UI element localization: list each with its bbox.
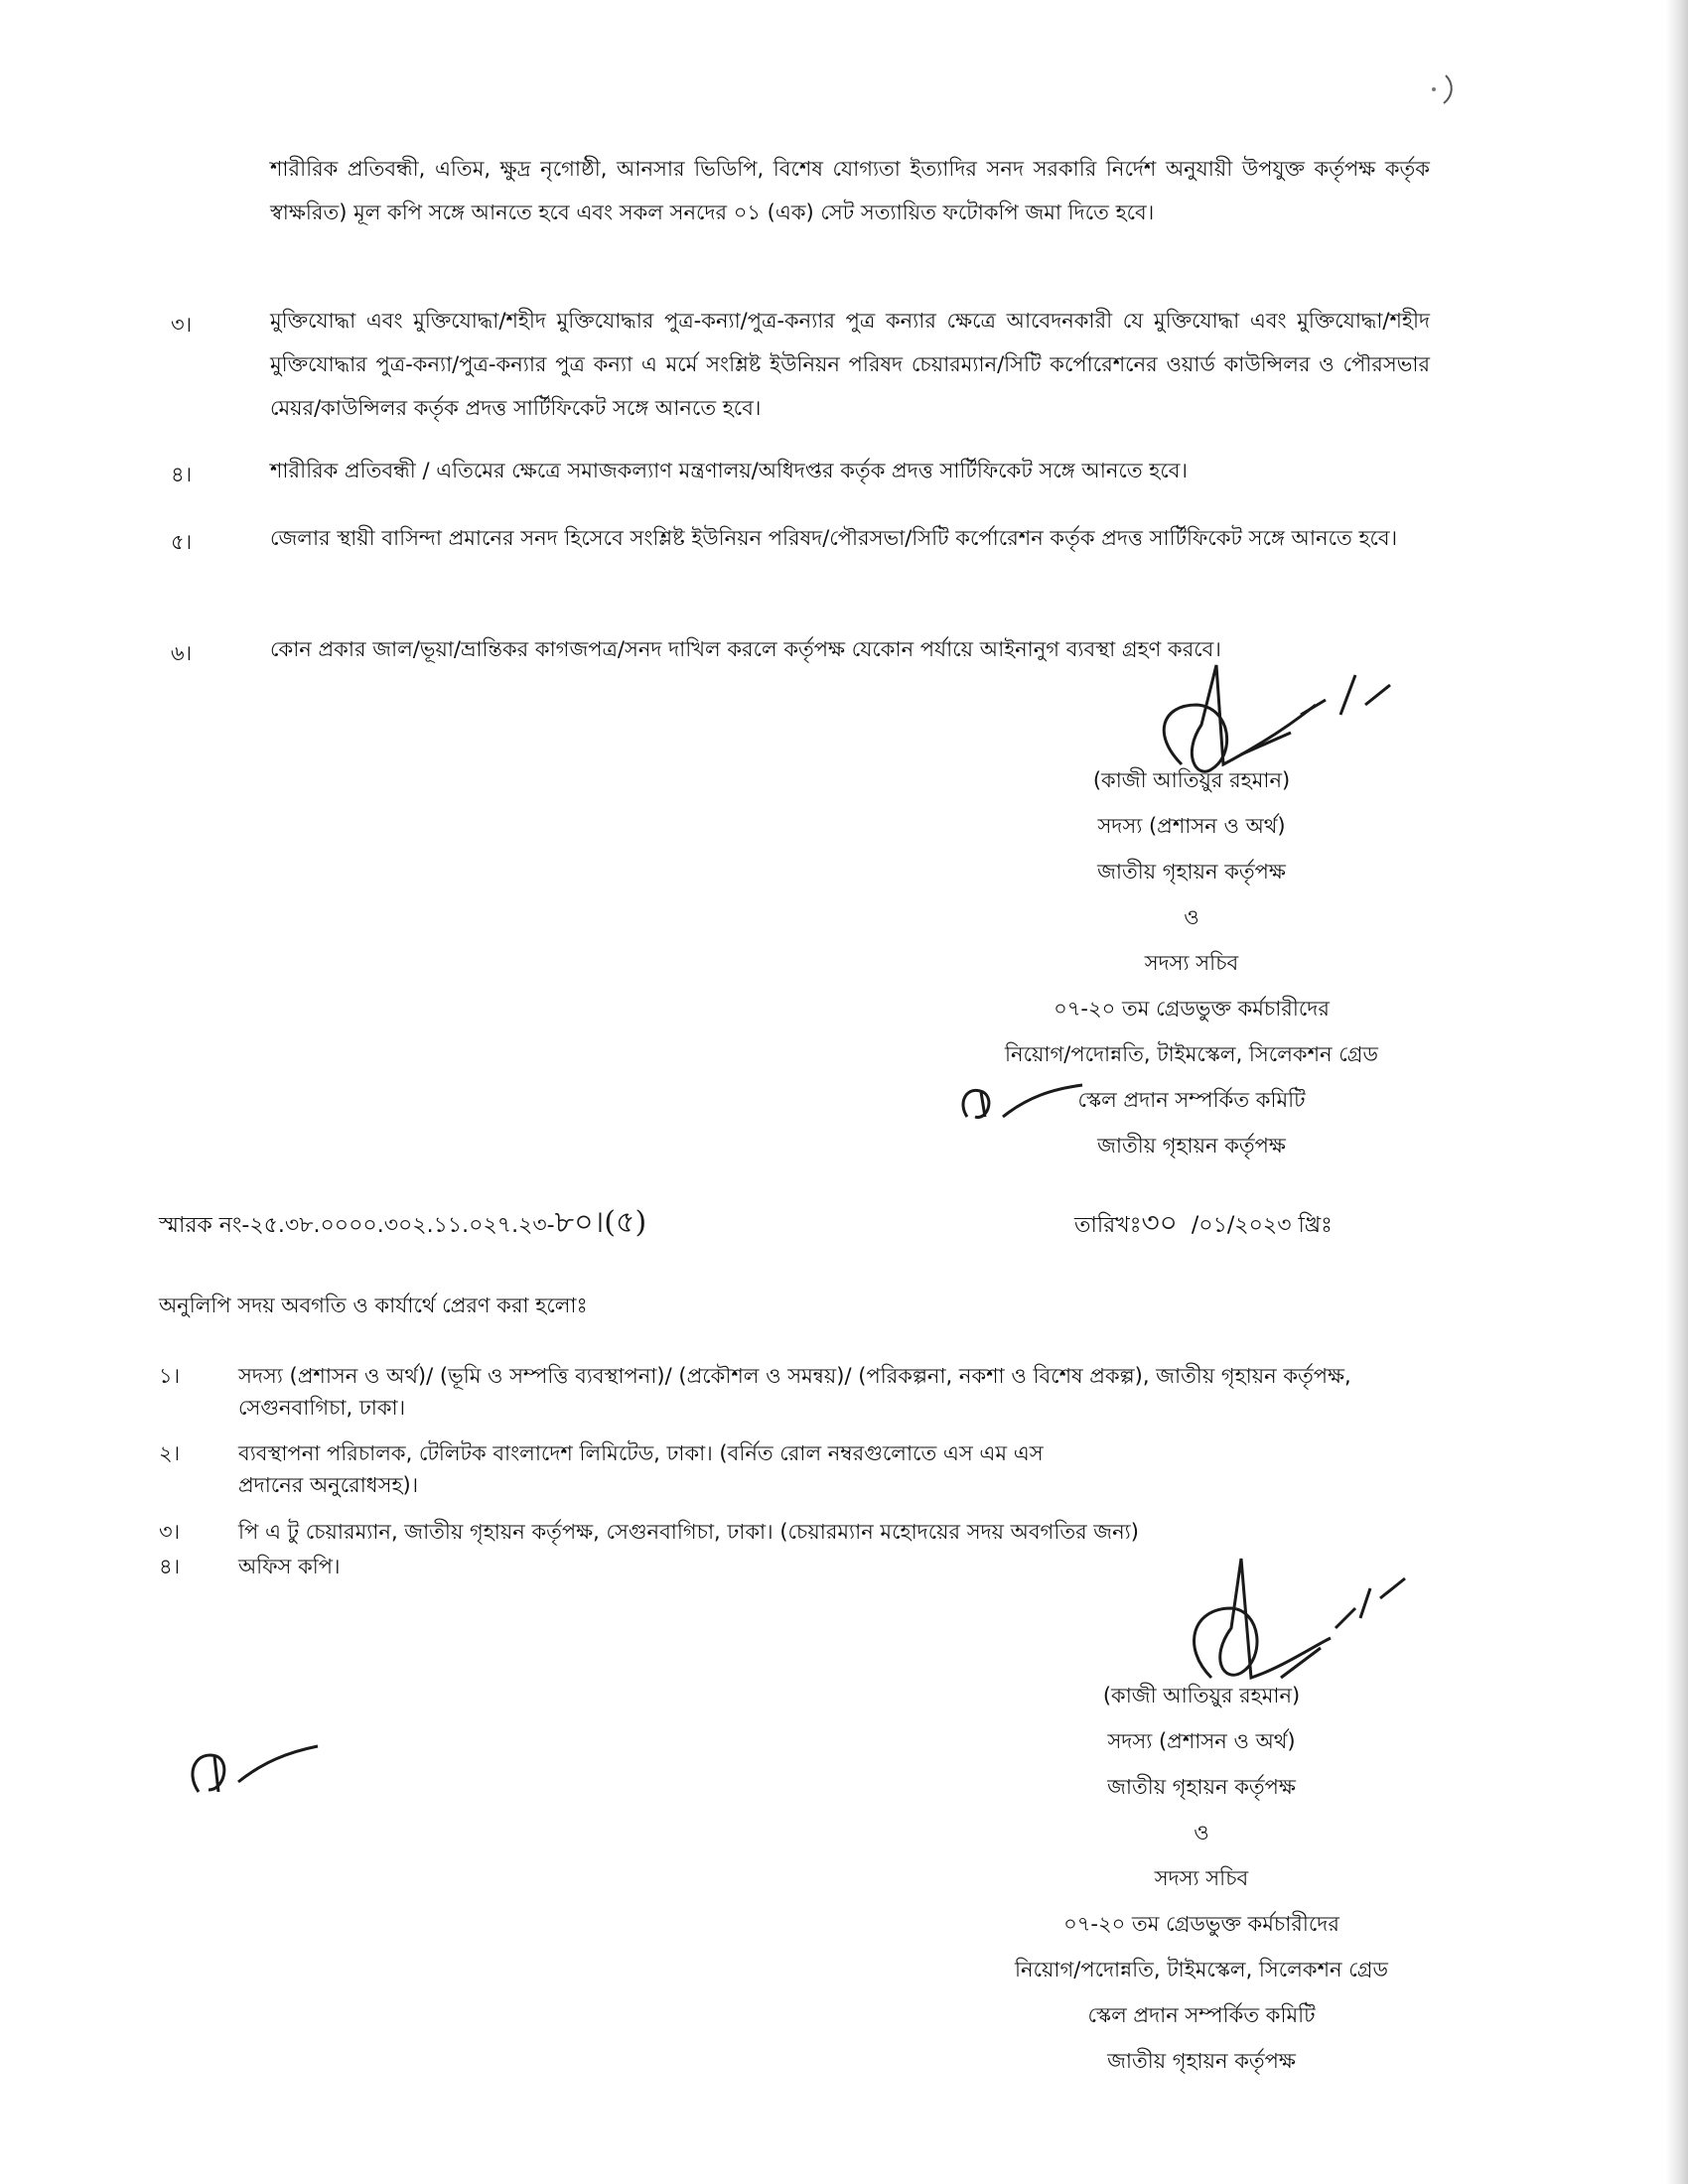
copy-item: অফিস কপি। [238,1555,341,1578]
initial-mark [953,1077,1092,1137]
signatory-role: সদস্য সচিব [1144,951,1239,975]
signatory-role: সদস্য সচিব [1154,1866,1249,1890]
item-number: ৩। [171,313,193,337]
signatory-name: (কাজী আতিয়ুর রহমান) [1102,1684,1301,1707]
signature-block [923,1673,1479,2084]
committee-line: স্কেল প্রদান সম্পর্কিত কমিটি [1087,2003,1316,2027]
copy-number: ২। [159,1441,181,1465]
signatory-organization: জাতীয় গৃহায়ন কর্তৃপক্ষ [1097,860,1286,884]
copy-number: ৪। [159,1555,181,1578]
copy-item: সদস্য (প্রশাসন ও অর্থ)/ (ভূমি ও সম্পত্তি ব্যবস্থাপনা)/ (প্রকৌশল ও সমন্বয়)/ (পরিকল্পনা, নকশা ও বিশেষ প্রকল্প), জাতীয় গৃহায়ন কর্তৃপক্ষ, সেগুনবাগিচা, ঢাকা। [238,1364,1351,1420]
signatory-name: (কাজী আতিয়ুর রহমান) [1092,768,1291,792]
committee-line: ০৭-২০ তম গ্রেডভুক্ত কর্মচারীদের [1054,997,1330,1021]
item-text: কোন প্রকার জাল/ভূয়া/ভ্রান্তিকর কাগজপত্র/সনদ দাখিল করলে কর্তৃপক্ষ যেকোন পর্যায়ে আইনানুগ ব্যবস্থা গ্রহণ করবে। [270,637,1221,661]
copy-heading: অনুলিপি সদয় অবগতি ও কার্যার্থে প্রেরণ করা হলোঃ [159,1294,588,1317]
committee-line: নিয়োগ/পদোন্নতি, টাইমস্কেল, সিলেকশন গ্রেড [1005,1042,1378,1066]
memo-date-handwritten: ৩০ [1141,1206,1178,1239]
item-text: শারীরিক প্রতিবন্ধী / এতিমের ক্ষেত্রে সমাজকল্যাণ মন্ত্রণালয়/অধিদপ্তর কর্তৃক প্রদত্ত সার্টিফিকেট সঙ্গে আনতে হবে। [270,459,1188,482]
copy-number: ১। [159,1364,181,1388]
initial-mark [179,1732,328,1812]
signatory-conjunction: ও [1184,905,1199,929]
copy-item: ব্যবস্থাপনা পরিচালক, টেলিটক বাংলাদেশ লিমিটেড, ঢাকা। (বর্নিত রোল নম্বরগুলোতে এস এম এস প্রদানের অনুরোধসহ)। [238,1441,1044,1497]
committee-organization: জাতীয় গৃহায়ন কর্তৃপক্ষ [1097,1134,1286,1158]
committee-organization: জাতীয় গৃহায়ন কর্তৃপক্ষ [1107,2049,1296,2073]
memo-date-label: তারিখঃ [1074,1213,1142,1238]
committee-line: ০৭-২০ তম গ্রেডভুক্ত কর্মচারীদের [1063,1912,1339,1936]
memo-date-rest: /০১/২০২৩ খ্রিঃ [1191,1213,1333,1238]
copy-item: পি এ টু চেয়ারম্যান, জাতীয় গৃহায়ন কর্তৃপক্ষ, সেগুনবাগিচা, ঢাকা। (চেয়ারম্যান মহোদয়ের সদয় অবগতির জন্য) [238,1520,1139,1544]
item-text: মুক্তিযোদ্ধা এবং মুক্তিযোদ্ধা/শহীদ মুক্তিযোদ্ধার পুত্র-কন্যা/পুত্র-কন্যার পুত্র কন্যার ক্ষেত্রে আবেদনকারী যে মুক্তিযোদ্ধা এবং মুক্তিযোদ্ধা/শহীদ মুক্তিযোদ্ধার পুত্র-কন্যা/পুত্র-কন্যার পুত্র কন্যা এ মর্মে সংশ্লিষ্ট ইউনিয়ন পরিষদ চেয়ারম্যান/সিটি কর্পোরেশনের ওয়ার্ড কাউন্সিলর ও পৌরসভার মেয়র/কাউন্সিলর কর্তৃক প্রদত্ত সার্টিফিকেট সঙ্গে আনতে হবে। [270,309,1430,420]
corner-mark [1422,69,1462,109]
item-number: ৪। [171,463,193,486]
intro-paragraph: শারীরিক প্রতিবন্ধী, এতিম, ক্ষুদ্র নৃগোষ্ঠী, আনসার ভিডিপি, বিশেষ যোগ্যতা ইত্যাদির সনদ সরকারি নির্দেশ অনুযায়ী উপযুক্ত কর্তৃপক্ষ কর্তৃক স্বাক্ষরিত) মূল কপি সঙ্গে আনতে হবে এবং সকল সনদের ০১ (এক) সেট সত্যায়িত ফটোকপি জমা দিতে হবে। [270,157,1430,224]
scan-edge-shadow [1666,0,1688,2184]
item-number: ৫। [171,530,193,554]
item-text: জেলার স্থায়ী বাসিন্দা প্রমানের সনদ হিসেবে সংশ্লিষ্ট ইউনিয়ন পরিষদ/পৌরসভা/সিটি কর্পোরেশন কর্তৃক প্রদত্ত সার্টিফিকেট সঙ্গে আনতে হবে। [270,526,1398,550]
copy-number: ৩। [159,1520,181,1544]
signatory-organization: জাতীয় গৃহায়ন কর্তৃপক্ষ [1107,1775,1296,1799]
committee-line: স্কেল প্রদান সম্পর্কিত কমিটি [1077,1088,1306,1112]
signatory-conjunction: ও [1194,1821,1209,1844]
memo-reference [159,1205,647,1241]
signatory-designation: সদস্য (প্রশাসন ও অর্থ) [1097,814,1286,838]
memo-reference-text: স্মারক নং-২৫.৩৮.০০০০.৩০২.১১.০২৭.২৩- [159,1213,555,1238]
signatory-designation: সদস্য (প্রশাসন ও অর্থ) [1107,1729,1296,1753]
committee-line: নিয়োগ/পদোন্নতি, টাইমস্কেল, সিলেকশন গ্রেড [1015,1958,1388,1981]
item-number: ৬। [171,641,193,665]
memo-reference-handwritten: ৮০।(৫) [554,1205,647,1240]
memo-date [1074,1208,1333,1241]
